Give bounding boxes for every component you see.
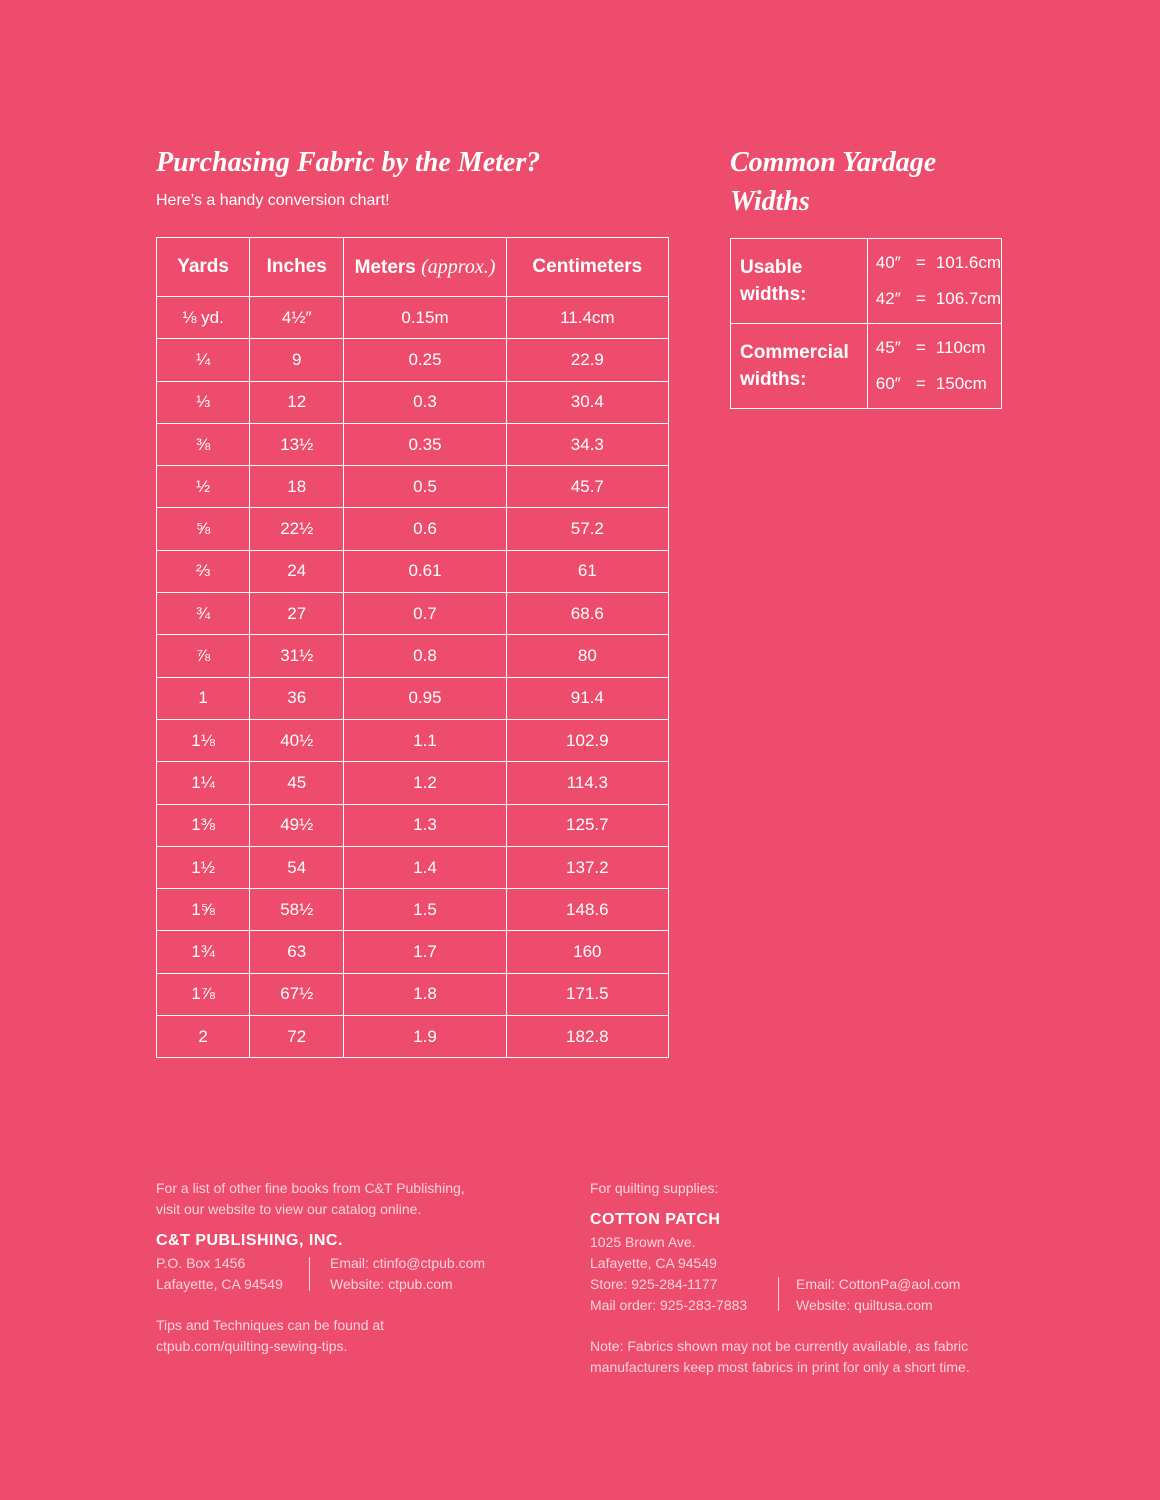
cell-inches: 36 xyxy=(250,677,344,719)
footer-right-address xyxy=(590,1232,747,1316)
table-row xyxy=(157,381,669,423)
header-meters-note: (approx.) xyxy=(421,255,496,278)
cell-meters: 0.7 xyxy=(344,593,506,635)
cell-centimeters: 102.9 xyxy=(506,719,668,761)
width-inches: 42″ xyxy=(875,289,901,308)
cell-centimeters: 160 xyxy=(506,931,668,973)
cell-yards: 1⅛ xyxy=(157,719,250,761)
cell-meters: 0.6 xyxy=(344,508,506,550)
cell-inches: 67½ xyxy=(250,973,344,1015)
yardage-widths-table xyxy=(730,238,1002,409)
cell-centimeters: 68.6 xyxy=(506,593,668,635)
footer-right-contact xyxy=(796,1274,960,1316)
cell-meters: 1.9 xyxy=(344,1016,506,1058)
cell-meters: 0.61 xyxy=(344,550,506,592)
width-cm: 110cm xyxy=(935,338,986,357)
cell-yards: ⅓ xyxy=(157,381,250,423)
table-row xyxy=(157,339,669,381)
cell-yards: 1½ xyxy=(157,846,250,888)
table-row xyxy=(157,466,669,508)
cell-yards: ¾ xyxy=(157,593,250,635)
tips-link[interactable]: ctpub.com/quilting-sewing-tips. xyxy=(156,1338,348,1354)
address-line: 1025 Brown Ave. xyxy=(590,1234,696,1250)
table-row xyxy=(157,423,669,465)
cell-inches: 9 xyxy=(250,339,344,381)
cell-centimeters: 45.7 xyxy=(506,466,668,508)
footer-text: For a list of other fine books from C&T Publishing, xyxy=(156,1180,465,1196)
cell-inches: 31½ xyxy=(250,635,344,677)
table-row xyxy=(157,931,669,973)
yardage-conversion-table xyxy=(156,237,669,1058)
cell-meters: 1.3 xyxy=(344,804,506,846)
footer-divider xyxy=(309,1257,310,1291)
cell-meters: 0.8 xyxy=(344,635,506,677)
address-line: P.O. Box 1456 xyxy=(156,1255,246,1271)
cell-meters: 0.35 xyxy=(344,423,506,465)
cell-meters: 1.1 xyxy=(344,719,506,761)
footer-left-company xyxy=(156,1230,343,1251)
width-entry xyxy=(876,281,1001,317)
cell-inches: 63 xyxy=(250,931,344,973)
cell-meters: 0.25 xyxy=(344,339,506,381)
phone-mail-order: Mail order: 925-283-7883 xyxy=(590,1297,748,1313)
cell-meters: 1.2 xyxy=(344,762,506,804)
cell-inches: 40½ xyxy=(250,719,344,761)
cell-meters: 1.5 xyxy=(344,889,506,931)
header-inches: Inches xyxy=(250,238,344,297)
width-inches: 45″ xyxy=(875,338,901,357)
widths-values xyxy=(867,324,1001,409)
table-header-row xyxy=(157,238,669,297)
equals-sign: = xyxy=(915,253,926,272)
contact-website[interactable]: Website: ctpub.com xyxy=(330,1276,453,1292)
cell-inches: 49½ xyxy=(250,804,344,846)
table-row xyxy=(157,889,669,931)
cell-centimeters: 114.3 xyxy=(506,762,668,804)
table-row xyxy=(157,677,669,719)
cell-inches: 24 xyxy=(250,550,344,592)
widths-values xyxy=(867,239,1001,324)
cell-meters: 1.8 xyxy=(344,973,506,1015)
width-inches: 60″ xyxy=(875,374,901,393)
footer-text: Tips and Techniques can be found at xyxy=(156,1317,385,1333)
header-yards: Yards xyxy=(157,238,250,297)
table-row xyxy=(157,804,669,846)
cell-centimeters: 30.4 xyxy=(506,381,668,423)
footer-left-tips xyxy=(156,1315,384,1357)
cell-yards: 1 xyxy=(157,677,250,719)
header-centimeters: Centimeters xyxy=(506,238,668,297)
width-cm: 101.6cm xyxy=(935,253,1001,272)
cell-centimeters: 57.2 xyxy=(506,508,668,550)
phone-store: Store: 925-284-1177 xyxy=(590,1276,718,1292)
conversion-chart-subtitle: Here’s a handy conversion chart! xyxy=(156,192,390,209)
cell-meters: 1.4 xyxy=(344,846,506,888)
cell-centimeters: 137.2 xyxy=(506,846,668,888)
cell-inches: 4½″ xyxy=(250,297,344,339)
equals-sign: = xyxy=(915,338,926,357)
cell-yards: ½ xyxy=(157,466,250,508)
cell-yards: ¼ xyxy=(157,339,250,381)
cell-centimeters: 80 xyxy=(506,635,668,677)
footer-left-address xyxy=(156,1253,283,1295)
contact-email[interactable]: Email: ctinfo@ctpub.com xyxy=(330,1255,486,1271)
table-row xyxy=(157,762,669,804)
cell-meters: 1.7 xyxy=(344,931,506,973)
cell-yards: ⅜ xyxy=(157,423,250,465)
footer-right-company xyxy=(590,1209,720,1230)
table-row xyxy=(157,550,669,592)
conversion-chart-title: Purchasing Fabric by the Meter? xyxy=(156,147,541,178)
cell-inches: 13½ xyxy=(250,423,344,465)
header-meters xyxy=(344,238,506,297)
table-row xyxy=(157,846,669,888)
footer-right-intro xyxy=(590,1178,718,1199)
cell-meters: 0.5 xyxy=(344,466,506,508)
cell-centimeters: 148.6 xyxy=(506,889,668,931)
widths-label: Usable widths: xyxy=(731,239,868,324)
cell-yards: ⅞ xyxy=(157,635,250,677)
cell-inches: 22½ xyxy=(250,508,344,550)
cell-meters: 0.15m xyxy=(344,297,506,339)
cell-inches: 18 xyxy=(250,466,344,508)
cell-yards: 1⅜ xyxy=(157,804,250,846)
widths-label: Commercial widths: xyxy=(731,324,868,409)
cell-inches: 45 xyxy=(250,762,344,804)
yardage-widths-title: Common Yardage Widths xyxy=(730,147,937,217)
cell-meters: 0.3 xyxy=(344,381,506,423)
equals-sign: = xyxy=(915,374,926,393)
footer-divider xyxy=(778,1277,779,1311)
table-row xyxy=(157,297,669,339)
cell-centimeters: 171.5 xyxy=(506,973,668,1015)
cell-inches: 12 xyxy=(250,381,344,423)
cell-yards: ⅛ yd. xyxy=(157,297,250,339)
table-row xyxy=(157,508,669,550)
cell-yards: 2 xyxy=(157,1016,250,1058)
address-line: Lafayette, CA 94549 xyxy=(590,1255,717,1271)
company-name: C&T PUBLISHING, INC. xyxy=(156,1232,343,1249)
company-name: COTTON PATCH xyxy=(590,1211,721,1228)
contact-email[interactable]: Email: CottonPa@aol.com xyxy=(796,1276,961,1292)
cell-yards: ⅔ xyxy=(157,550,250,592)
table-row xyxy=(157,719,669,761)
cell-centimeters: 182.8 xyxy=(506,1016,668,1058)
table-row xyxy=(157,1016,669,1058)
cell-centimeters: 34.3 xyxy=(506,423,668,465)
width-entry xyxy=(876,366,1001,402)
cell-centimeters: 125.7 xyxy=(506,804,668,846)
cell-yards: 1⅝ xyxy=(157,889,250,931)
cell-yards: ⅝ xyxy=(157,508,250,550)
cell-inches: 27 xyxy=(250,593,344,635)
cell-yards: 1¾ xyxy=(157,931,250,973)
table-row xyxy=(157,635,669,677)
address-line: Lafayette, CA 94549 xyxy=(156,1276,283,1292)
cell-yards: 1⅞ xyxy=(157,973,250,1015)
header-meters-label: Meters xyxy=(354,256,416,278)
width-inches: 40″ xyxy=(875,253,901,272)
table-row xyxy=(157,593,669,635)
widths-row-usable xyxy=(731,239,1002,324)
cell-meters: 0.95 xyxy=(344,677,506,719)
footer-text: Note: Fabrics shown may not be currently available, as fabric xyxy=(590,1338,969,1354)
cell-centimeters: 11.4cm xyxy=(506,297,668,339)
cell-yards: 1¼ xyxy=(157,762,250,804)
width-entry xyxy=(876,245,1001,281)
cell-inches: 72 xyxy=(250,1016,344,1058)
footer-left-intro xyxy=(156,1178,465,1220)
footer-left-contact xyxy=(330,1253,485,1295)
widths-row-commercial xyxy=(731,324,1002,409)
width-entry xyxy=(876,330,1001,366)
footer-text: manufacturers keep most fabrics in print for only a short time. xyxy=(590,1359,970,1375)
footer-text: visit our website to view our catalog online. xyxy=(156,1201,422,1217)
cell-centimeters: 61 xyxy=(506,550,668,592)
width-cm: 150cm xyxy=(935,374,987,393)
cell-inches: 54 xyxy=(250,846,344,888)
footer-right-note xyxy=(590,1336,970,1378)
width-cm: 106.7cm xyxy=(935,289,1001,308)
footer-text: For quilting supplies: xyxy=(590,1180,719,1196)
equals-sign: = xyxy=(915,289,926,308)
cell-centimeters: 22.9 xyxy=(506,339,668,381)
contact-website[interactable]: Website: quiltusa.com xyxy=(796,1297,933,1313)
table-row xyxy=(157,973,669,1015)
cell-inches: 58½ xyxy=(250,889,344,931)
cell-centimeters: 91.4 xyxy=(506,677,668,719)
